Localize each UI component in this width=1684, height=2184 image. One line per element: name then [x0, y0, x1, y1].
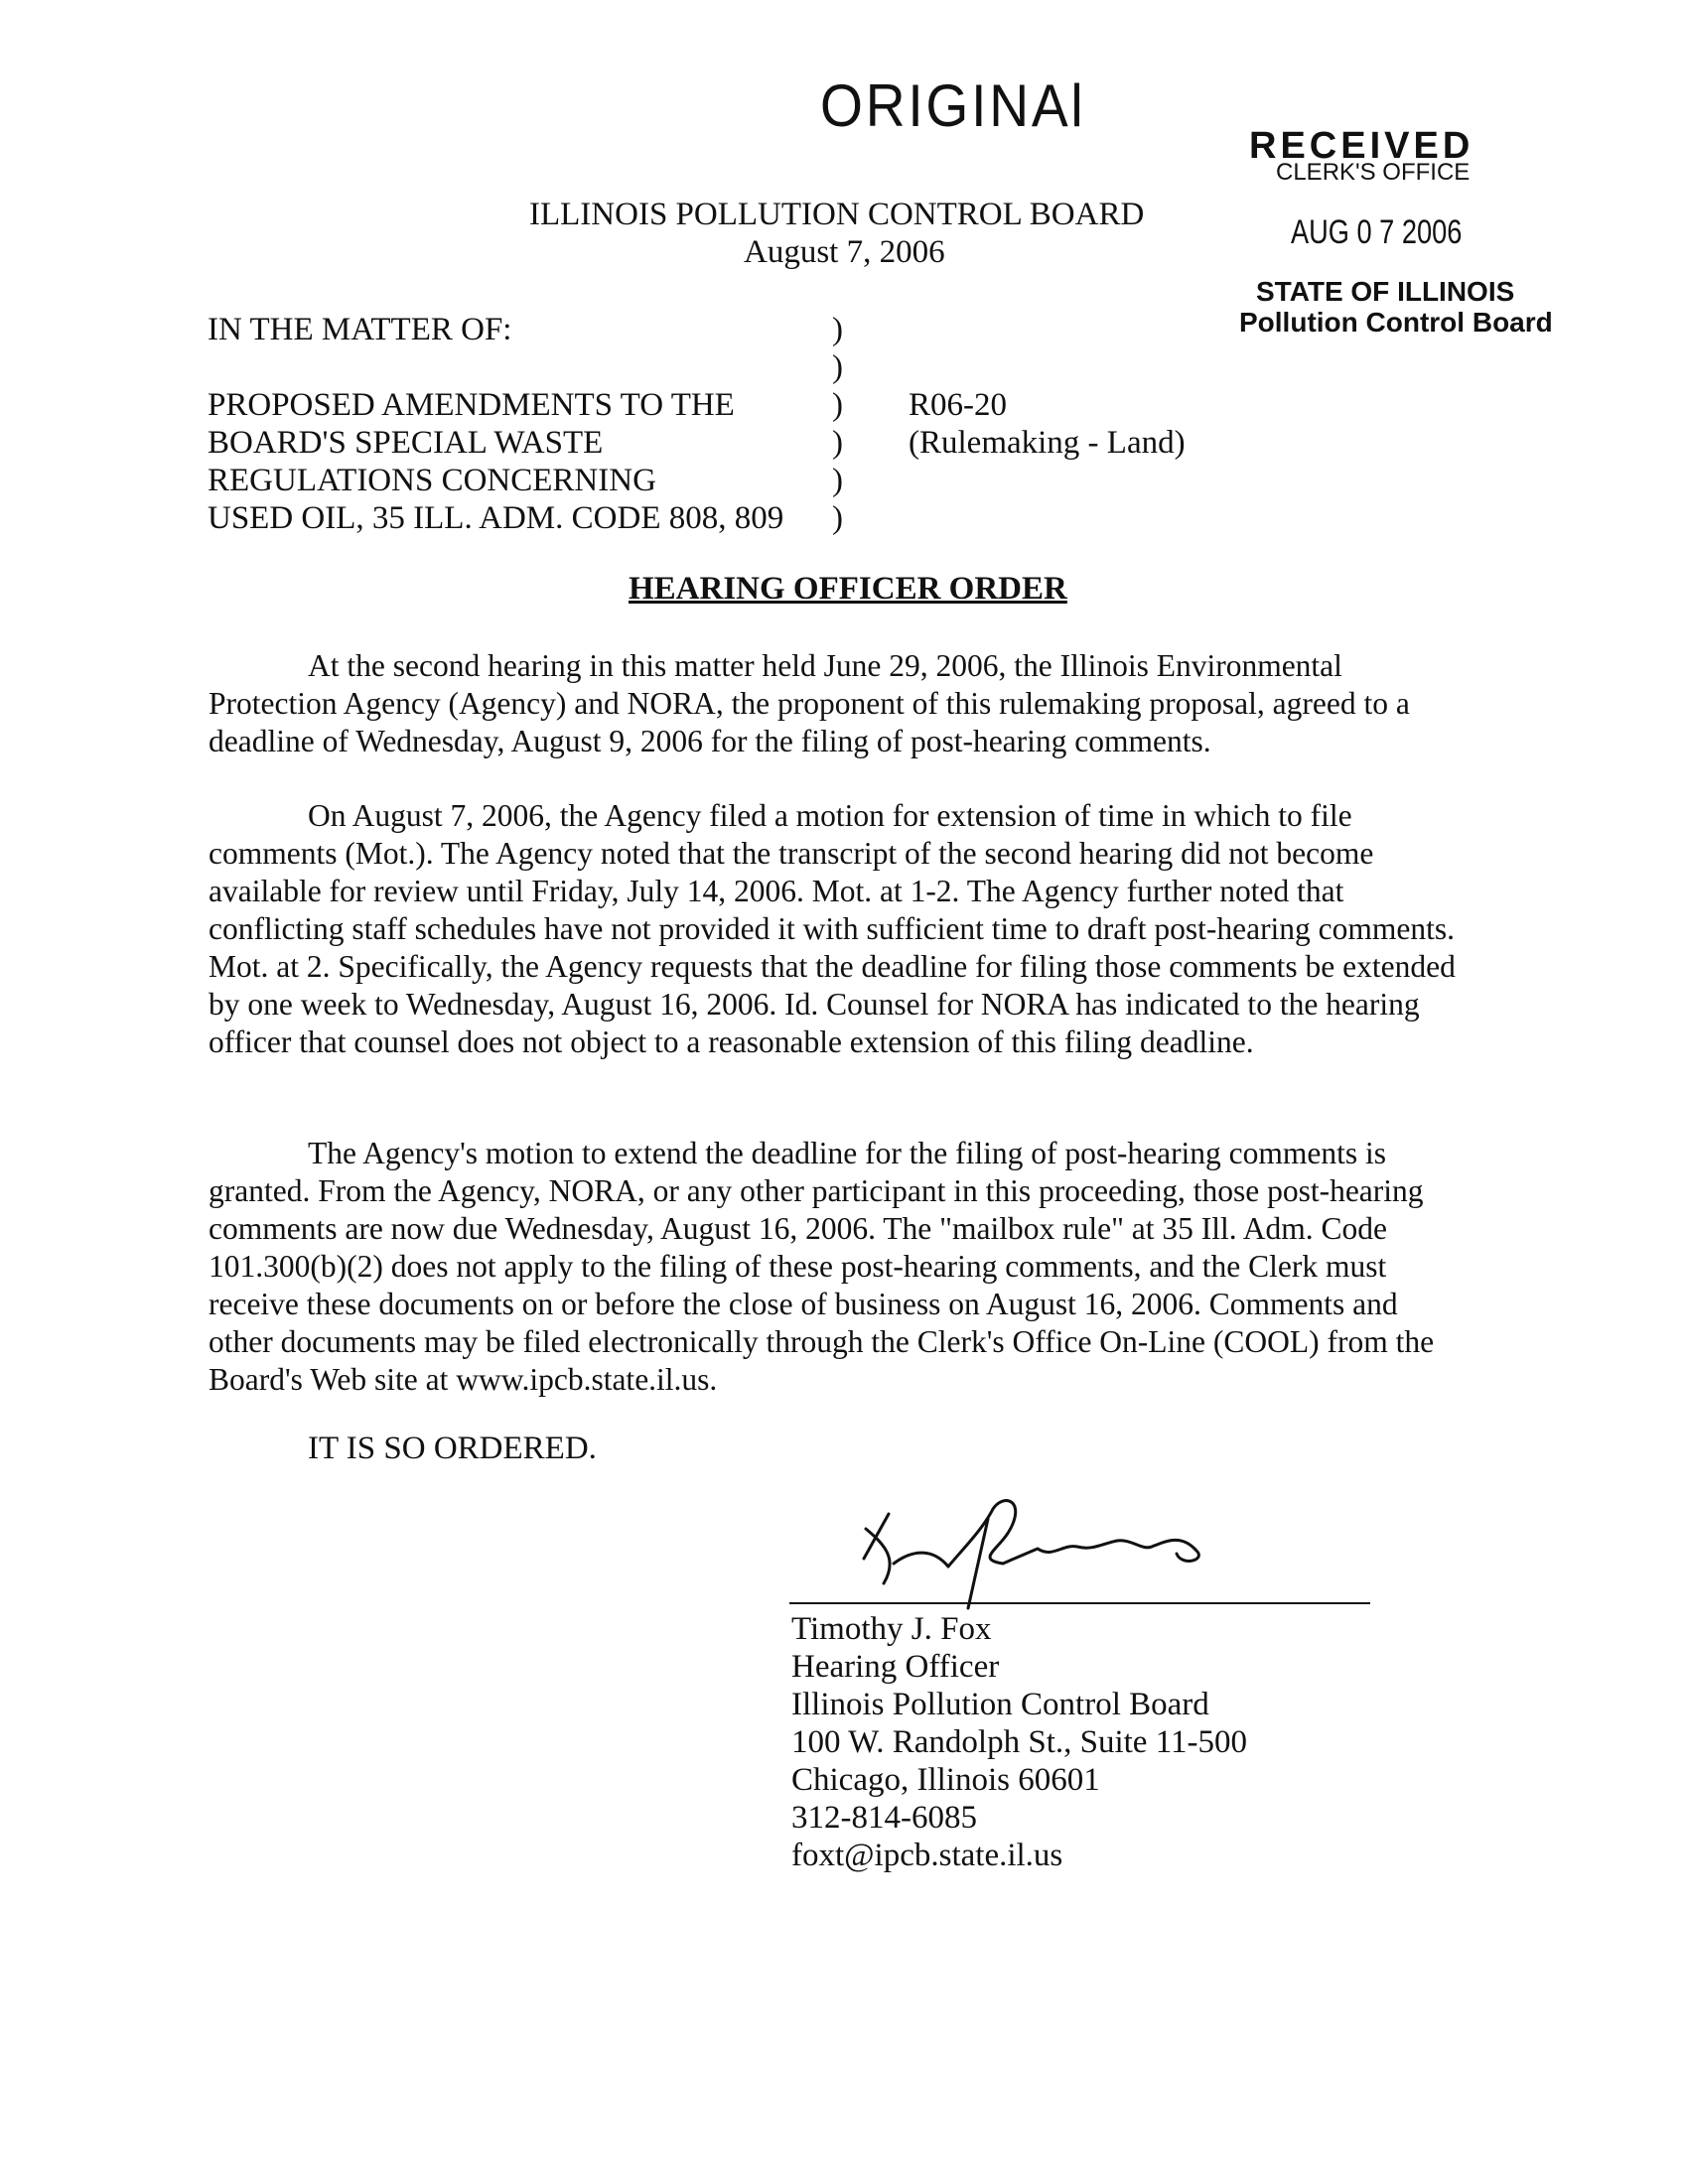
- caption-line: USED OIL, 35 ILL. ADM. CODE 808, 809: [208, 500, 784, 536]
- caption-paren: ): [832, 463, 843, 498]
- original-stamp: ORIGINAl: [820, 72, 1086, 139]
- received-stamp-state: STATE OF ILLINOIS: [1256, 276, 1515, 307]
- signature-line: [789, 1602, 1370, 1604]
- paragraph-2-text: On August 7, 2006, the Agency filed a motion for extension of time in which to file comments (Mot.). The Agency noted that the transcript of the second hearing did not become available for review until Friday, July 14, 2006. Mot. at 1-2. The Agency further noted that conflicting staff schedules have not provided it with sufficient time to draft post-hearing comments. Mot. at 2. Specifically, the Agency requests that the deadline for filing those comments be extended by one week to Wednesday, August 16, 2006. Id. Counsel for NORA has indicated to the hearing officer that counsel does not object to a reasonable extension of this filing deadline.: [209, 798, 1456, 1059]
- caption-line: IN THE MATTER OF:: [208, 312, 512, 347]
- caption-paren: ): [832, 349, 843, 385]
- received-stamp-board: Pollution Control Board: [1239, 307, 1553, 338]
- received-stamp-office: CLERK'S OFFICE: [1276, 159, 1471, 186]
- paragraph-1: [209, 647, 1460, 760]
- caption-line: PROPOSED AMENDMENTS TO THE: [208, 387, 735, 423]
- signer-title: Hearing Officer: [791, 1649, 1000, 1685]
- signer-city: Chicago, Illinois 60601: [791, 1762, 1100, 1798]
- received-stamp-date: AUG 0 7 2006: [1291, 213, 1463, 251]
- paragraph-3-text: The Agency's motion to extend the deadline for the filing of post-hearing comments is granted. From the Agency, NORA, or any other participant in this proceeding, those post-hearing comments are now due Wednesday, August 16, 2006. The "mailbox rule" at 35 Ill. Adm. Code 101.300(b)(2) does not apply to the filing of these post-hearing comments, and the Clerk must receive these documents on or before the close of business on August 16, 2006. Comments and other documents may be filed electronically through the Clerk's Office On-Line (COOL) from the Board's Web site at www.ipcb.state.il.us.: [209, 1136, 1435, 1397]
- order-title: HEARING OFFICER ORDER: [629, 571, 1067, 607]
- handwritten-signature: [854, 1489, 1311, 1618]
- board-heading: ILLINOIS POLLUTION CONTROL BOARD: [529, 197, 1145, 232]
- caption-paren: ): [832, 387, 843, 423]
- signer-phone: 312-814-6085: [791, 1800, 977, 1836]
- signer-email: foxt@ipcb.state.il.us: [791, 1838, 1063, 1873]
- paragraph-3: [209, 1135, 1460, 1399]
- signer-organization: Illinois Pollution Control Board: [791, 1687, 1209, 1722]
- caption-paren: ): [832, 425, 843, 461]
- signer-name: Timothy J. Fox: [791, 1611, 992, 1647]
- header-date: August 7, 2006: [744, 234, 945, 270]
- docket-type: (Rulemaking - Land): [909, 425, 1186, 461]
- caption-paren: ): [832, 312, 843, 347]
- received-stamp-title: RECEIVED: [1249, 125, 1474, 167]
- caption-line: REGULATIONS CONCERNING: [208, 463, 656, 498]
- closing-order: IT IS SO ORDERED.: [308, 1431, 597, 1466]
- caption-paren: ): [832, 500, 843, 536]
- caption-line: BOARD'S SPECIAL WASTE: [208, 425, 604, 461]
- signer-street-address: 100 W. Randolph St., Suite 11-500: [791, 1724, 1247, 1760]
- docket-number: R06-20: [909, 387, 1007, 423]
- paragraph-1-text: At the second hearing in this matter held June 29, 2006, the Illinois Environmental Protection Agency (Agency) and NORA, the proponent of this rulemaking proposal, agreed to a deadline of Wednesday, August 9, 2006 for the filing of post-hearing comments.: [209, 648, 1410, 758]
- paragraph-2: [209, 797, 1460, 1061]
